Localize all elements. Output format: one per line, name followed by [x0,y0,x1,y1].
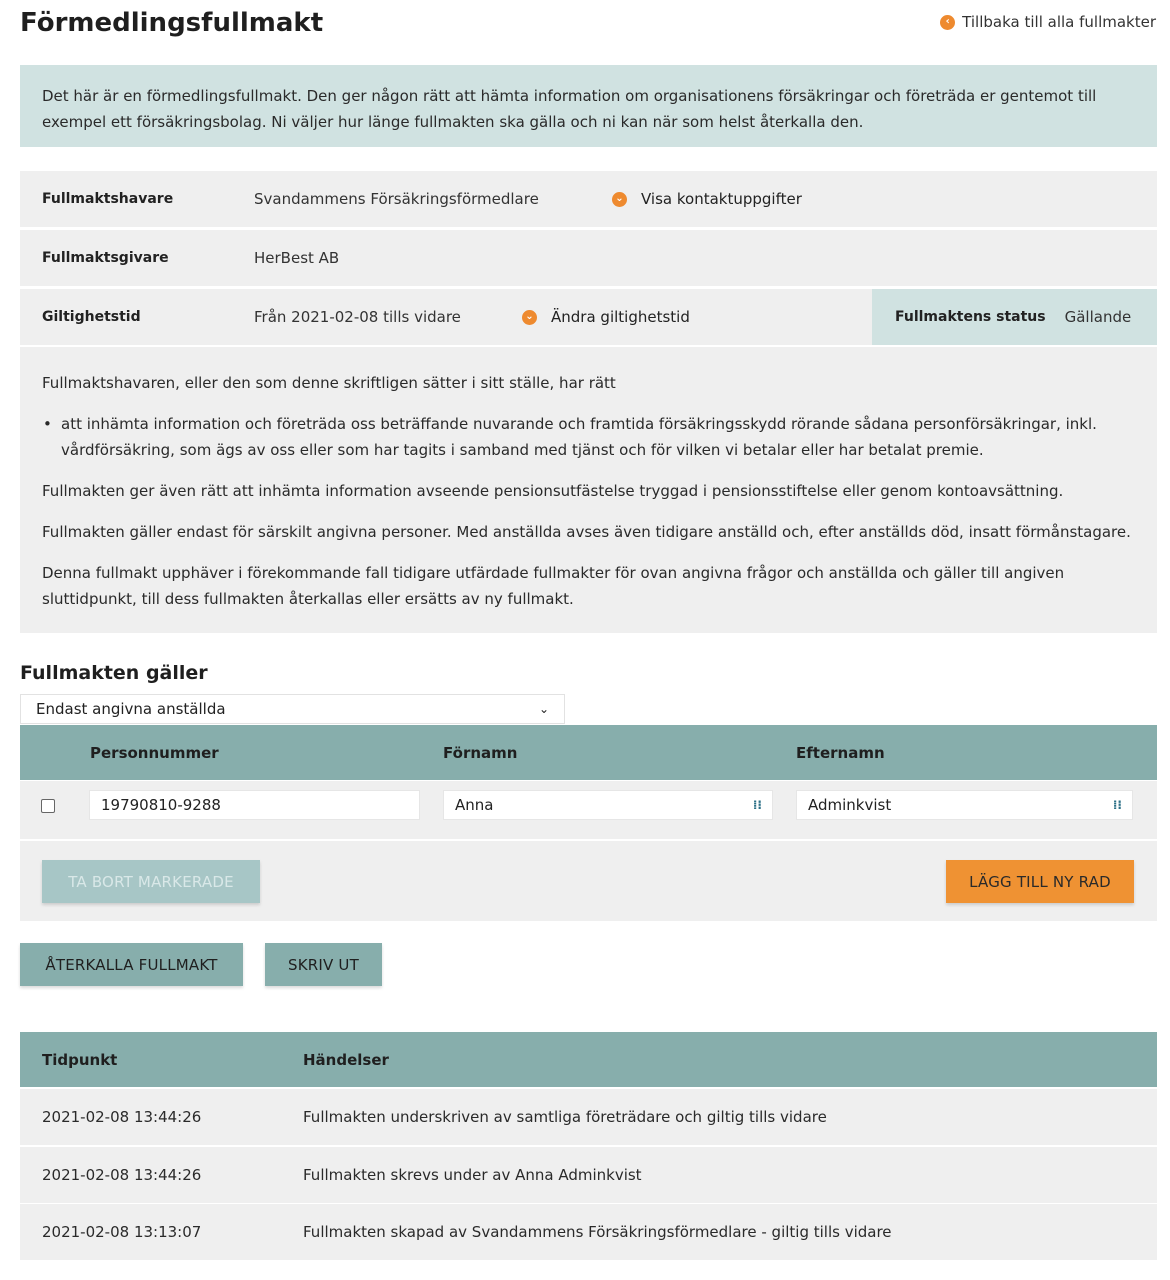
intro-box: Det här är en förmedlingsfullmakt. Den ger någon rätt att hämta information om organisationens försäkringar och företräda er gentemot till exempel ett försäkringsbolag. Ni väljer hur länge fullmakten ska gälla och ni kan när som helst återkalla den. [20,65,1157,147]
log-time: 2021-02-08 13:44:26 [42,1166,202,1184]
status-value: Gällande [1064,308,1132,326]
scope-title: Fullmakten gäller [20,662,208,684]
chevron-down-icon: ⌄ [612,192,627,207]
scope-select[interactable] [20,694,565,724]
column-header: Förnamn [443,744,518,762]
efternamn-field[interactable] [796,790,1133,820]
print-button[interactable]: SKRIV UT [265,943,382,986]
show-contact-button[interactable] [612,190,802,208]
log-event: Fullmakten skapad av Svandammens Försäkringsförmedlare - giltig tills vidare [303,1223,892,1241]
giver-row [20,230,1157,286]
validity-value: Från 2021-02-08 tills vidare [254,308,461,326]
scope-selected-value: Endast angivna anställda [36,700,226,718]
column-header: Händelser [303,1050,389,1069]
column-header: Efternamn [796,744,885,762]
employee-actions [20,841,1157,921]
holder-value: Svandammens Försäkringsförmedlare [254,190,539,208]
personnummer-field[interactable] [89,790,420,820]
terms-bullet: • att inhämta information och företräda oss beträffande nuvarande och framtida försäkringsskydd rörande sådana personförsäkringar, inkl. vårdförsäkring, som ägs av oss eller som har tagits i samband med tjänst och för vilken vi betalar eller har betalat premie. [42,411,1135,463]
terms-intro: Fullmaktshavaren, eller den som denne skriftligen sätter i sitt ställe, har rätt [42,374,616,392]
table-row [20,1089,1157,1145]
log-event: Fullmakten underskriven av samtliga företrädare och giltig tills vidare [303,1108,827,1126]
log-time: 2021-02-08 13:44:26 [42,1108,202,1126]
giver-label: Fullmaktsgivare [42,250,169,266]
log-event: Fullmakten skrevs under av Anna Adminkvist [303,1166,642,1184]
efternamn-value: Adminkvist [808,796,892,814]
table-row [20,781,1157,839]
terms-paragraph: Denna fullmakt upphäver i förekommande fall tidigare utfärdade fullmakter för ovan angivna frågor och anställda och gäller till angiven sluttidpunkt, till dess fullmakten återkallas eller ersätts av ny fullmakt. [42,564,1065,608]
holder-row [20,171,1157,227]
fornamn-value: Anna [455,796,494,814]
terms-list [42,411,1135,463]
back-link-label: Tillbaka till alla fullmakter [962,13,1156,31]
terms-paragraph: Fullmakten gäller endast för särskilt angivna personer. Med anställda avses även tidigare anställd och, efter anställds död, insatt förmånstagare. [42,523,1131,541]
page-title: Förmedlingsfullmakt [20,8,324,38]
change-validity-button[interactable] [522,308,690,326]
terms-box [20,347,1157,633]
column-header: Tidpunkt [42,1050,118,1069]
table-row [20,1147,1157,1203]
revoke-button[interactable]: ÅTERKALLA FULLMAKT [20,943,243,986]
show-contact-label: Visa kontaktuppgifter [641,190,802,208]
remove-selected-button[interactable]: TA BORT MARKERADE [42,860,260,903]
chevron-down-icon: ⌄ [522,310,537,325]
row-checkbox[interactable] [41,799,55,813]
autofill-icon: ⁞⁝ [752,798,762,812]
giver-value: HerBest AB [254,249,340,267]
chevron-down-icon: ⌄ [538,702,549,716]
chevron-left-icon: ‹ [940,15,955,30]
status-cell [872,289,1157,345]
status-label: Fullmaktens status [895,309,1046,325]
terms-paragraph: Fullmakten ger även rätt att inhämta information avseende pensionsutfästelse tryggad i pensionsstiftelse eller genom kontoavsättning. [42,482,1064,500]
fornamn-field[interactable] [443,790,773,820]
log-table-header [20,1032,1157,1087]
personnummer-value: 19790810-9288 [101,796,221,814]
change-validity-label: Ändra giltighetstid [551,308,690,326]
column-header: Personnummer [90,744,219,762]
log-time: 2021-02-08 13:13:07 [42,1223,202,1241]
add-row-button[interactable]: LÄGG TILL NY RAD [946,860,1134,903]
autofill-icon: ⁞⁝ [1112,798,1122,812]
holder-label: Fullmaktshavare [42,191,174,207]
table-row [20,1204,1157,1260]
back-link[interactable] [940,13,1156,31]
employee-table-header [20,725,1157,780]
validity-row [20,289,1157,345]
validity-label: Giltighetstid [42,309,141,325]
